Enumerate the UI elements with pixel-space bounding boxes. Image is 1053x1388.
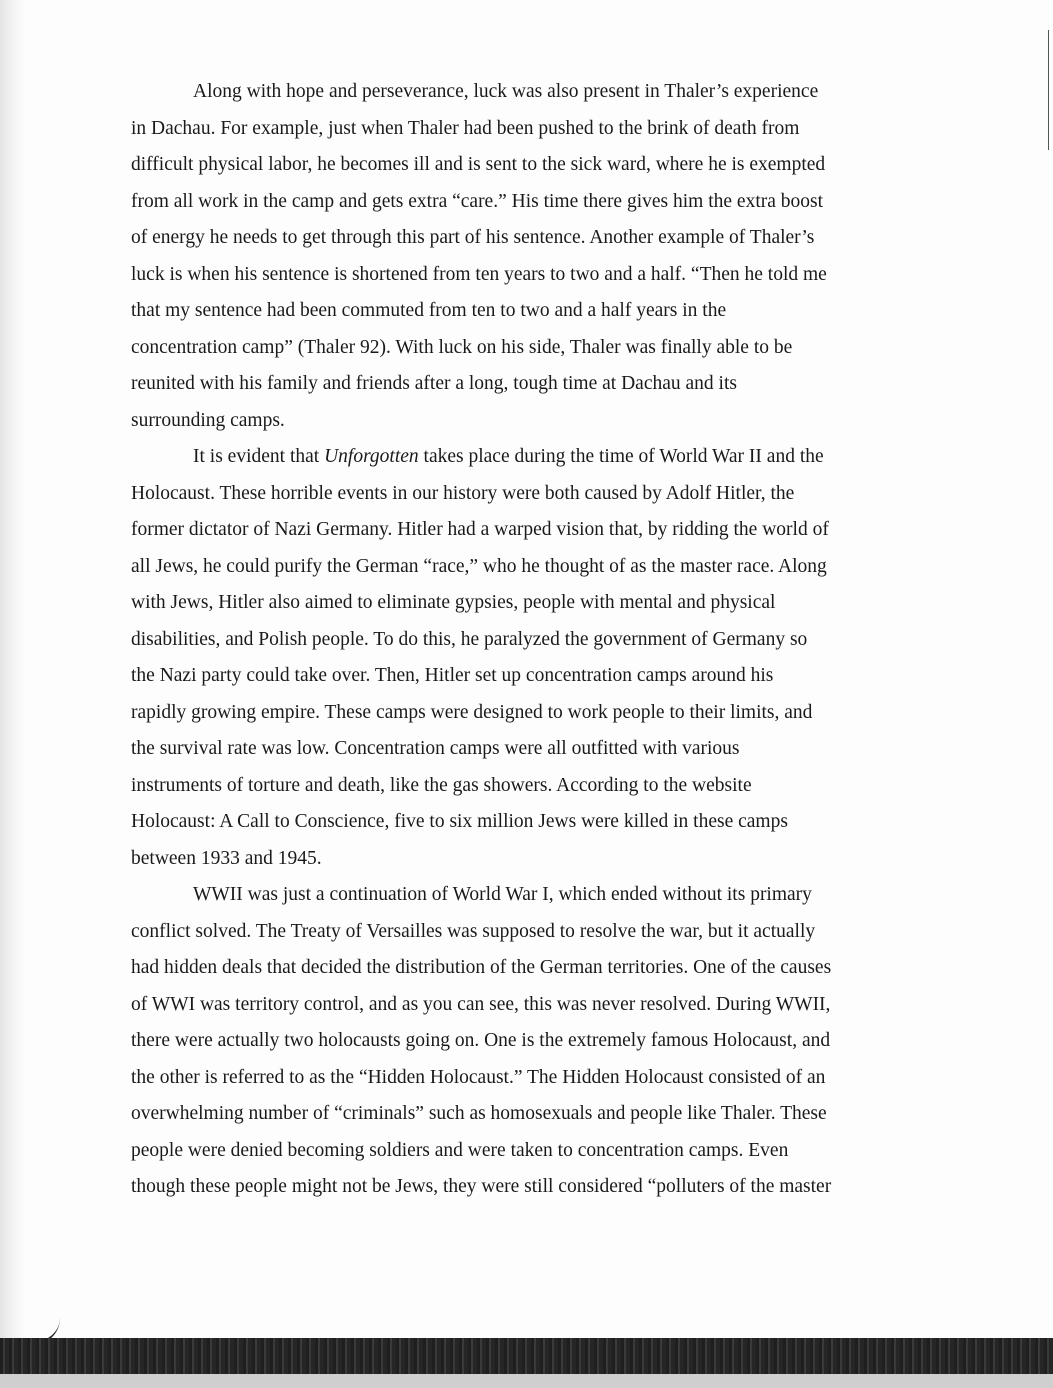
scanner-bottom-strip xyxy=(0,1374,1053,1388)
text-line: former dictator of Nazi Germany. Hitler had a warped vision that, by ridding the world of xyxy=(131,519,829,540)
text-line: conflict solved. The Treaty of Versailles was supposed to resolve the war, but it actually xyxy=(131,920,816,942)
text-line: of energy he needs to get through this part of his sentence. Another example of Thaler’s xyxy=(131,227,815,248)
text-line: concentration camp” (Thaler 92). With luck on his side, Thaler was finally able to be xyxy=(131,336,793,358)
text-line: from all work in the camp and gets extra “care.” His time there gives him the extra boost xyxy=(131,190,824,212)
text-line: WWII was just a continuation of World War I, which ended without its primary xyxy=(193,884,812,905)
page-edge-shadow xyxy=(0,0,26,1340)
text-line: rapidly growing empire. These camps were designed to work people to their limits, and xyxy=(131,701,813,723)
text-run: It is evident that xyxy=(193,446,325,467)
text-line: instruments of torture and death, like the gas showers. According to the website xyxy=(131,774,752,796)
text-line: with Jews, Hitler also aimed to eliminate gypsies, people with mental and physical xyxy=(131,592,776,613)
text-line: reunited with his family and friends after a long, tough time at Dachau and its xyxy=(131,373,737,394)
text-line: though these people might not be Jews, they were still considered “polluters of the master xyxy=(131,1176,832,1197)
text-line: had hidden deals that decided the distribution of the German territories. One of the causes xyxy=(131,957,832,978)
text-line: in Dachau. For example, just when Thaler had been pushed to the brink of death from xyxy=(131,117,800,139)
paragraph-wwii xyxy=(131,877,901,1206)
text-run: takes place during the time of World War II and the xyxy=(418,446,824,467)
text-line: luck is when his sentence is shortened from ten years to two and a half. “Then he told me xyxy=(131,263,827,285)
text-line: surrounding camps. xyxy=(131,409,285,431)
text-line: there were actually two holocausts going on. One is the extremely famous Holocaust, and xyxy=(131,1030,831,1051)
text-line xyxy=(131,439,901,476)
text-line: Holocaust. These horrible events in our history were both caused by Adolf Hitler, the xyxy=(131,482,795,504)
text-line: the Nazi party could take over. Then, Hitler set up concentration camps around his xyxy=(131,665,774,686)
text-line: disabilities, and Polish people. To do this, he paralyzed the government of Germany so xyxy=(131,628,808,650)
essay-body xyxy=(131,74,901,1206)
text-line: people were denied becoming soldiers and were taken to concentration camps. Even xyxy=(131,1139,789,1161)
page-edge-line xyxy=(1048,30,1049,150)
text-line: that my sentence had been commuted from ten to two and a half years in the xyxy=(131,300,727,321)
text-line: Holocaust: A Call to Conscience, five to six million Jews were killed in these camps xyxy=(131,811,788,832)
scanner-edge-bar xyxy=(0,1338,1053,1374)
text-line: between 1933 and 1945. xyxy=(131,847,322,869)
text-line: of WWI was territory control, and as you can see, this was never resolved. During WWII, xyxy=(131,993,831,1015)
book-title: Unforgotten xyxy=(324,446,419,467)
paragraph-luck xyxy=(131,74,901,439)
text-line: overwhelming number of “criminals” such as homosexuals and people like Thaler. These xyxy=(131,1103,827,1124)
text-line: the other is referred to as the “Hidden Holocaust.” The Hidden Holocaust consisted of an xyxy=(131,1066,826,1088)
text-line: all Jews, he could purify the German “race,” who he thought of as the master race. Along xyxy=(131,555,827,577)
text-line: difficult physical labor, he becomes ill and is sent to the sick ward, where he is exempted xyxy=(131,154,826,175)
text-line: Along with hope and perseverance, luck was also present in Thaler’s experience xyxy=(193,81,819,102)
text-line: the survival rate was low. Concentration camps were all outfitted with various xyxy=(131,738,740,759)
paragraph-holocaust xyxy=(131,439,901,877)
